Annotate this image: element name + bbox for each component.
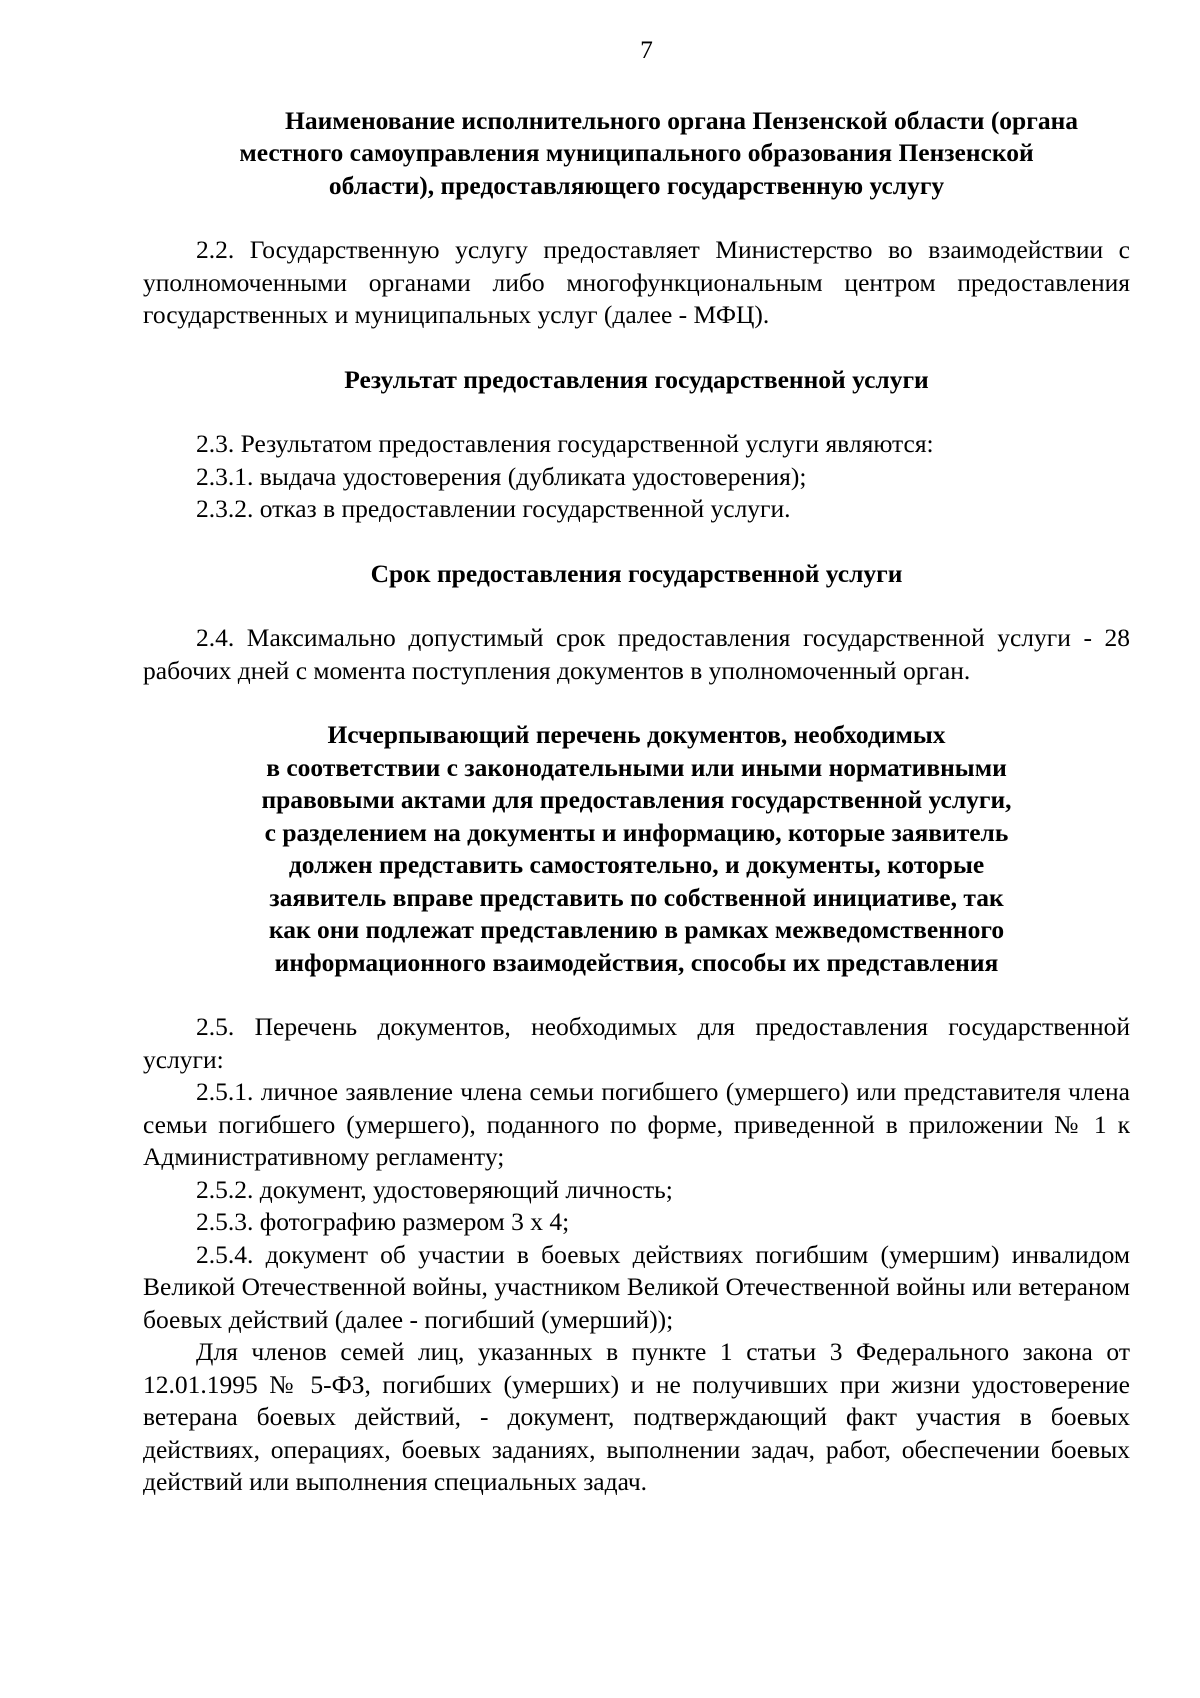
section-heading-documents bbox=[143, 719, 1130, 979]
section-body-result bbox=[143, 428, 1130, 526]
heading-line: информационного взаимодействия, способы их представления bbox=[274, 947, 999, 977]
section-body-term bbox=[143, 622, 1130, 687]
heading-line: с разделением на документы и информацию, которые заявитель bbox=[264, 817, 1009, 847]
heading-line: Срок предоставления государственной услуги bbox=[370, 558, 903, 588]
heading-line: местного самоуправления муниципального образования Пензенской bbox=[239, 138, 1034, 167]
heading-line: должен представить самостоятельно, и документы, которые bbox=[288, 850, 985, 879]
heading-line: правовыми актами для предоставления государственной услуги, bbox=[261, 785, 1012, 814]
heading-line: Исчерпывающий перечень документов, необходимых bbox=[327, 720, 946, 749]
heading-line: Результат предоставления государственной услуги bbox=[344, 364, 929, 394]
section-heading-result bbox=[143, 364, 1130, 397]
paragraph-2-3-2: 2.3.2. отказ в предоставлении государственной услуги. bbox=[196, 494, 791, 523]
paragraph-2-2: 2.2. Государственную услугу предоставляет Министерство во взаимодействии с уполномоченными органами либо многофункциональным центром предоставления государственных и муниципальных услуг (далее - МФЦ). bbox=[143, 235, 1130, 329]
heading-line: в соответствии с законодательными или иными нормативными bbox=[266, 752, 1007, 782]
heading-line: Наименование исполнительного органа Пензенской области (органа bbox=[284, 105, 1079, 135]
heading-line: заявитель вправе представить по собственной инициативе, так bbox=[269, 882, 1004, 912]
section-body-authority bbox=[143, 234, 1130, 332]
heading-line: области), предоставляющего государственную услугу bbox=[328, 170, 945, 200]
heading-line: как они подлежат представлению в рамках межведомственного bbox=[268, 915, 1005, 944]
paragraph-2-5-1: 2.5.1. личное заявление члена семьи погибшего (умершего) или представителя члена семьи погибшего (умершего), поданного по форме, приведенной в приложении № 1 к Административному регламенту; bbox=[143, 1077, 1130, 1171]
paragraph-2-5-4: 2.5.4. документ об участии в боевых действиях погибшим (умершим) инвалидом Великой Отечественной войны, участником Великой Отечественной войны или ветераном боевых действий (далее - погибший (умерший)); bbox=[143, 1239, 1130, 1334]
paragraph-2-5: 2.5. Перечень документов, необходимых для предоставления государственной услуги: bbox=[143, 1012, 1130, 1074]
paragraph-2-4: 2.4. Максимально допустимый срок предоставления государственной услуги - 28 рабочих дней с момента поступления документов в уполномоченный орган. bbox=[143, 623, 1130, 685]
paragraph-2-3-1: 2.3.1. выдача удостоверения (дубликата удостоверения); bbox=[196, 461, 807, 491]
section-heading-term bbox=[143, 558, 1130, 591]
section-heading-authority bbox=[143, 105, 1130, 203]
paragraph-family-members: Для членов семей лиц, указанных в пункте 1 статьи 3 Федерального закона от 12.01.1995 № 5-ФЗ, погибших (умерших) и не получивших при жизни удостоверение ветерана боевых действий, - документ, подтверждающий факт участия в боевых действиях, операциях, боевых заданиях, выполнении задач, работ, обеспечении боевых действий или выполнения специальных задач. bbox=[143, 1337, 1130, 1496]
section-body-documents bbox=[143, 1011, 1130, 1499]
paragraph-2-3: 2.3. Результатом предоставления государственной услуги являются: bbox=[196, 429, 934, 458]
page-number: 7 bbox=[640, 35, 653, 64]
paragraph-2-5-2: 2.5.2. документ, удостоверяющий личность; bbox=[196, 1174, 673, 1204]
paragraph-2-5-3: 2.5.3. фотографию размером 3 х 4; bbox=[196, 1207, 570, 1236]
